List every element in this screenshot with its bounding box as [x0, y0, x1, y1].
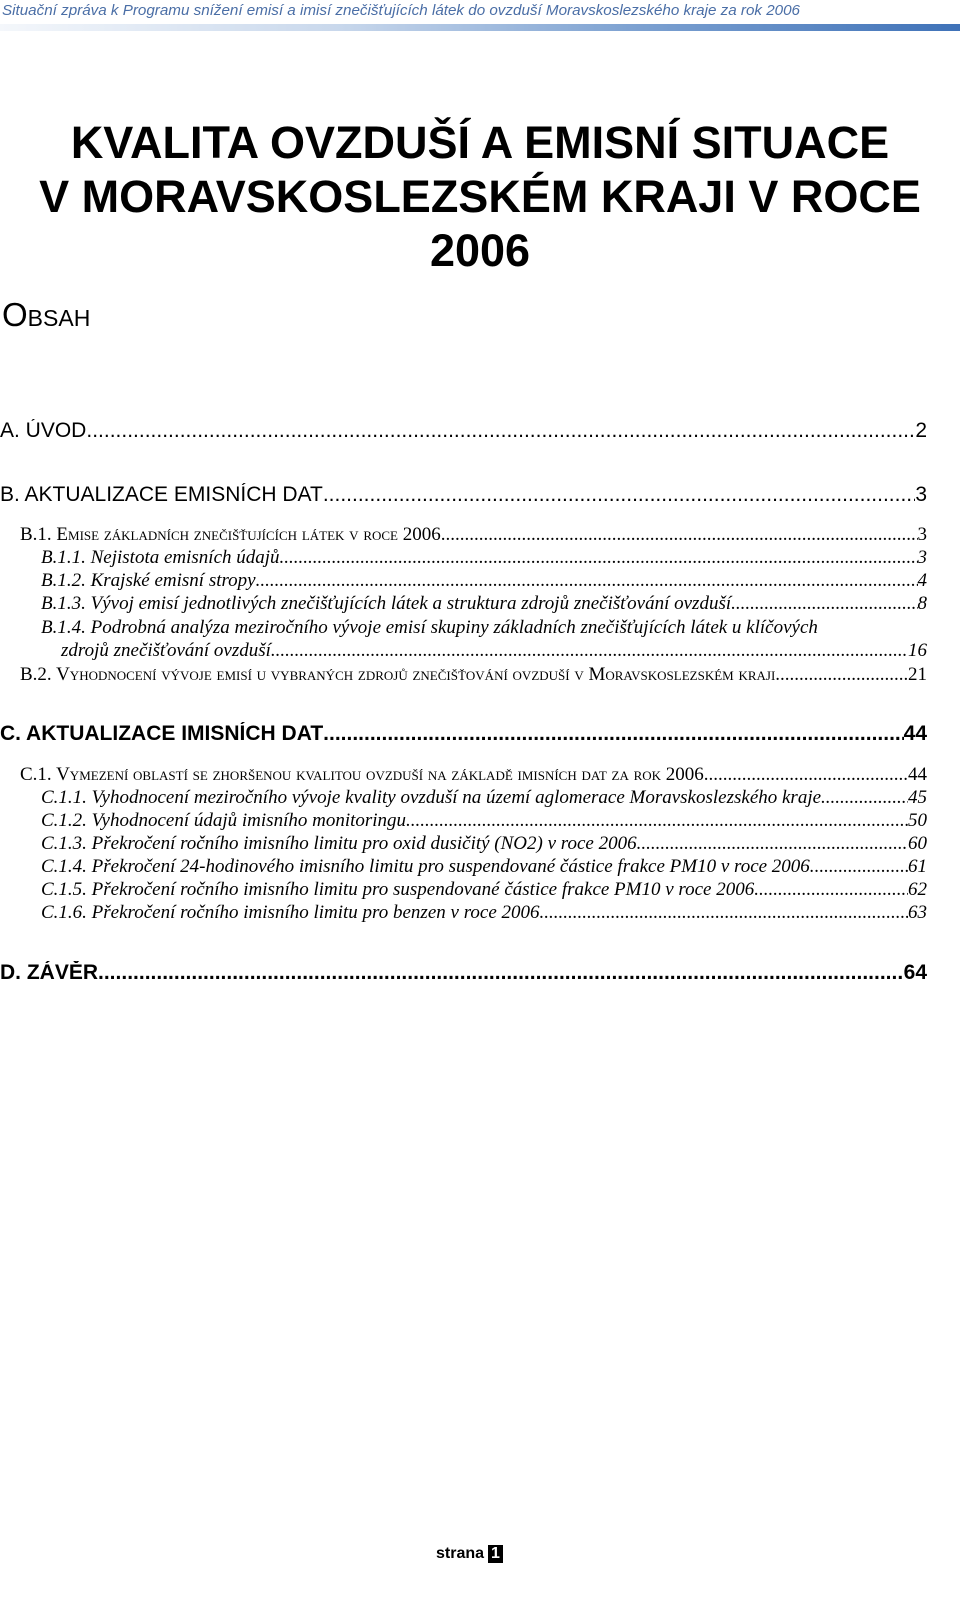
toc-entry-b[interactable]: [0, 483, 927, 507]
toc-leader-dots: [86, 419, 915, 443]
toc-leader-dots: [323, 722, 903, 746]
toc-entry-d[interactable]: [0, 961, 927, 985]
toc-page-number: 61: [908, 856, 927, 877]
toc-entry-label: B.2. Vyhodnocení vývoje emisí u vybraných zdrojů znečišťování ovzduší v Moravskoslezském kraji: [20, 664, 776, 685]
toc-page-number: 2: [915, 419, 927, 442]
toc-entry-b2[interactable]: [20, 664, 927, 686]
toc-entry-c[interactable]: [0, 722, 927, 746]
toc-entry-b1[interactable]: [20, 524, 927, 546]
toc-entry-label: B.1.1. Nejistota emisních údajů: [41, 547, 280, 568]
toc-page-number: 3: [915, 483, 927, 506]
toc-leader-dots: [98, 961, 904, 985]
toc-entry-label: D. ZÁVĚR: [0, 961, 99, 984]
page-number-badge: 1: [488, 1545, 503, 1563]
toc-page-number: 44: [903, 722, 927, 745]
toc-leader-dots: [280, 547, 918, 569]
running-header-title: Situační zpráva k Programu snížení emisí a imisí znečišťujících látek do ovzduší Moravskoslezského kraje za rok 2006: [2, 2, 801, 19]
toc-entry-label: C.1.5. Překročení ročního imisního limitu pro suspendované částice frakce PM10 v roce 2006: [41, 879, 755, 900]
toc-leader-dots: [540, 902, 909, 924]
toc-page-number: 4: [917, 570, 927, 591]
toc-entry-b12[interactable]: [41, 570, 927, 592]
toc-entry-c13[interactable]: [41, 833, 927, 855]
toc-entry-label: C.1. Vymezení oblastí se zhoršenou kvalitou ovzduší na základě imisních dat za rok 2006: [20, 764, 704, 785]
toc-page-number: 50: [908, 810, 927, 831]
toc-leader-dots: [323, 483, 915, 507]
toc-page-number: 63: [908, 902, 927, 923]
toc-leader-dots: [775, 664, 908, 686]
toc-leader-dots: [271, 639, 908, 662]
toc-entry-b13[interactable]: [41, 593, 927, 615]
page-footer: [436, 1545, 503, 1563]
toc-page-number: 3: [917, 524, 927, 545]
toc-leader-dots: [441, 524, 918, 546]
toc-page-number: 62: [908, 879, 927, 900]
toc-page-number: 64: [903, 961, 927, 984]
toc-entry-label: C.1.6. Překročení ročního imisního limitu pro benzen v roce 2006: [41, 902, 540, 923]
toc-entry-label: C. AKTUALIZACE IMISNÍCH DAT: [0, 722, 324, 745]
toc-entry-c11[interactable]: [41, 787, 927, 809]
toc-leader-dots: [731, 593, 917, 615]
toc-leader-dots: [637, 833, 908, 855]
toc-entry-c14[interactable]: [41, 856, 927, 878]
toc-entry-label: C.1.4. Překročení 24-hodinového imisního limitu pro suspendované částice frakce PM10 v roce 2006.: [41, 856, 815, 877]
toc-page-number: 8: [917, 593, 927, 614]
toc-leader-dots: [821, 787, 908, 809]
toc-entry-label: C.1.3. Překročení ročního imisního limitu pro oxid dusičitý (NO2) v roce 2006: [41, 833, 637, 854]
toc-entry-label: A. ÚVOD: [0, 419, 87, 442]
toc-entry-c16[interactable]: [41, 902, 927, 924]
toc-page-number: 45: [908, 787, 927, 808]
toc-page-number: 3: [917, 547, 927, 568]
toc-entry-label: B. AKTUALIZACE EMISNÍCH DAT: [0, 483, 323, 506]
toc-page-number: 60: [908, 833, 927, 854]
toc-entry-b14[interactable]: [41, 616, 927, 662]
toc-leader-dots: [406, 810, 908, 832]
toc-page-number: 44: [908, 764, 927, 785]
document-title-line-1: KVALITA OVZDUŠÍ A EMISNÍ SITUACE: [70, 117, 890, 168]
toc-leader-dots: [815, 856, 908, 878]
toc-leader-dots: [256, 570, 918, 592]
toc-page-number: 21: [908, 664, 927, 685]
page-label: strana: [436, 1545, 485, 1562]
toc-entry-label-line-1: B.1.4. Podrobná analýza meziročního vývoje emisí skupiny základních znečišťujících látek u klíčových: [41, 617, 818, 638]
toc-entry-a[interactable]: [0, 419, 927, 443]
toc-leader-dots: [704, 764, 908, 786]
toc-entry-label: C.1.1. Vyhodnocení meziročního vývoje kvality ovzduší na území aglomerace Moravskoslezského kraje: [41, 787, 822, 808]
toc-heading: Obsah: [2, 296, 91, 333]
document-title-line-2: V MORAVSKOSLEZSKÉM KRAJI V ROCE 2006: [39, 171, 921, 276]
toc-entry-label: B.1.2. Krajské emisní stropy: [41, 570, 256, 591]
toc-entry-label-line-2: zdrojů znečišťování ovzduší: [61, 640, 271, 661]
toc-entry-b11[interactable]: [41, 547, 927, 569]
toc-entry-c12[interactable]: [41, 810, 927, 832]
toc-page-number: 16: [908, 640, 927, 661]
toc-entry-label: B.1. Emise základních znečišťujících látek v roce 2006: [20, 524, 441, 545]
toc-entry-label: B.1.3. Vývoj emisí jednotlivých znečišťujících látek a struktura zdrojů znečišťování ovzduší: [41, 593, 732, 614]
toc-entry-label: C.1.2. Vyhodnocení údajů imisního monitoringu: [41, 810, 407, 831]
toc-leader-dots: [754, 879, 908, 901]
toc-entry-c1[interactable]: [20, 764, 927, 786]
toc-entry-c15[interactable]: [41, 879, 927, 901]
